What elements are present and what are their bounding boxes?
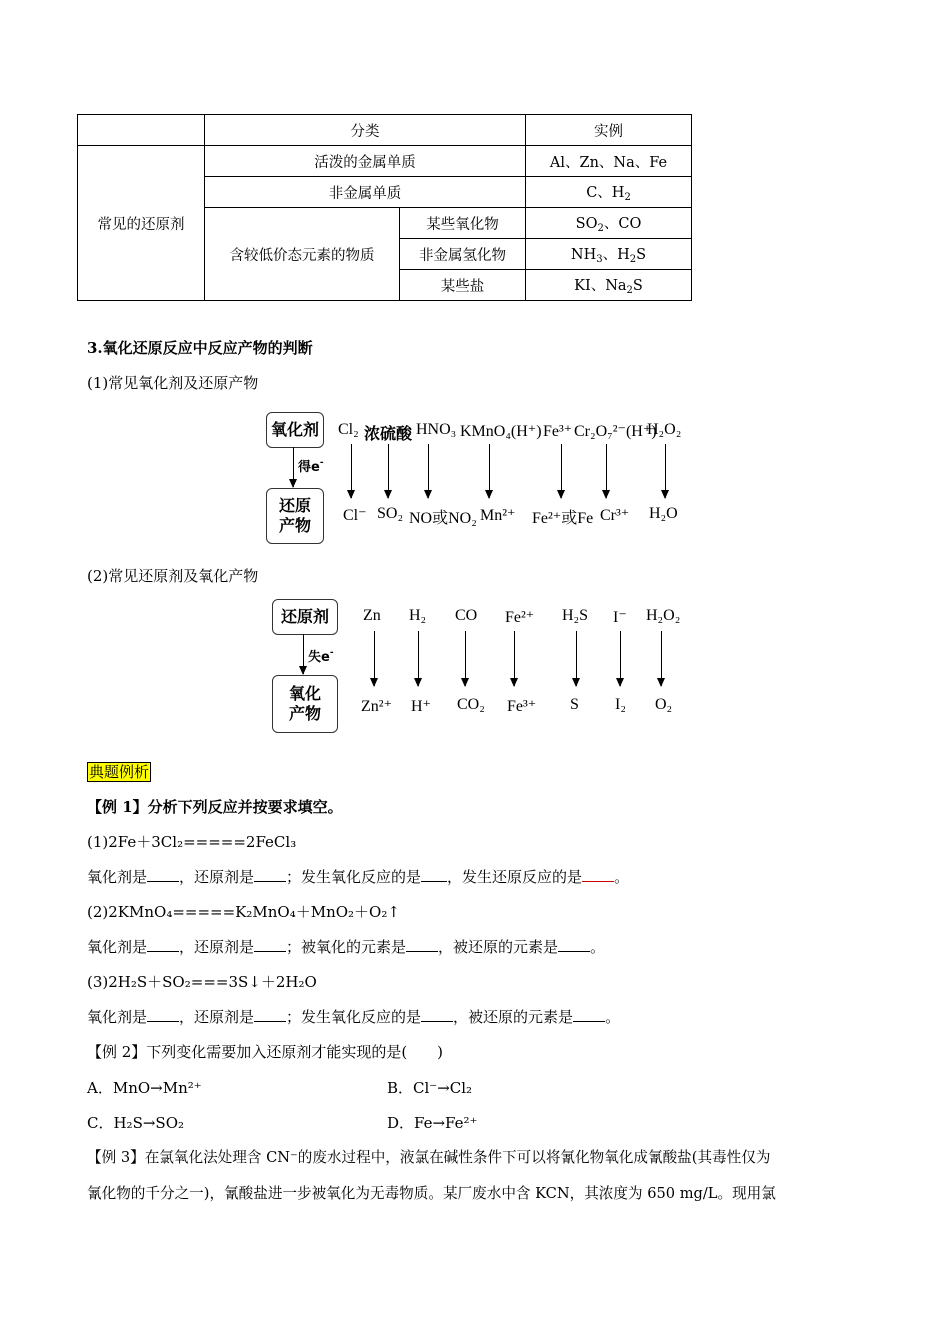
diagram-bottom-item: O₂ bbox=[655, 696, 673, 713]
reduction-product-box: 还原 产物 bbox=[266, 488, 324, 544]
table-cell: 活泼的金属单质 bbox=[205, 146, 526, 177]
diagram-bottom-item: Mn²⁺ bbox=[480, 507, 516, 524]
table-cell: Al、Zn、Na、Fe bbox=[526, 146, 692, 177]
table-header-category: 分类 bbox=[205, 115, 526, 146]
reducing-agent-table bbox=[77, 114, 692, 301]
table-header-example: 实例 bbox=[526, 115, 692, 146]
reductant-box: 还原剂 bbox=[272, 599, 338, 635]
table-cell: 非金属氢化物 bbox=[400, 239, 526, 270]
down-arrow-icon bbox=[665, 444, 666, 498]
down-arrow-icon bbox=[428, 444, 429, 498]
down-arrow-icon bbox=[303, 634, 304, 674]
diagram-bottom-item: NO或NO₂ bbox=[409, 510, 477, 527]
diagram-bottom-item: Fe²⁺或Fe bbox=[532, 510, 594, 527]
diagram-top-item: H₂ bbox=[409, 607, 427, 624]
section-title: 3.氧化还原反应中反应产物的判断 bbox=[87, 339, 313, 357]
example1-q3: (3)2H₂S＋SO₂===3S↓＋2H₂O bbox=[87, 973, 317, 991]
oxidant-box: 氧化剂 bbox=[266, 412, 324, 448]
diagram-top-item: KMnO₄(H⁺) bbox=[460, 423, 542, 440]
diagram-bottom-item: H⁺ bbox=[411, 698, 431, 715]
diagram-top-item: H₂O₂ bbox=[647, 421, 682, 438]
gain-electron-label: 得e- bbox=[298, 458, 324, 475]
down-arrow-icon bbox=[620, 631, 621, 686]
down-arrow-icon bbox=[388, 444, 389, 498]
down-arrow-icon bbox=[576, 631, 577, 686]
down-arrow-icon bbox=[351, 444, 352, 498]
diagram-top-item: Zn bbox=[363, 607, 381, 624]
diagram-top-item: I⁻ bbox=[613, 609, 627, 626]
table-cell: $SO_2$、CO bbox=[526, 208, 692, 239]
table-cell-subgroup: 含较低价态元素的物质 bbox=[205, 208, 400, 301]
example2-title: 【例 2】下列变化需要加入还原剂才能实现的是( ) bbox=[87, 1043, 444, 1061]
diagram-top-item: HNO₃ bbox=[416, 421, 457, 438]
diagram-bottom-item: I₂ bbox=[615, 696, 626, 713]
diagram-bottom-item: Fe³⁺ bbox=[507, 698, 537, 715]
example1-q2-blanks: 氧化剂是 ，还原剂是 ；被氧化的元素是 ，被还原的元素是 。 bbox=[87, 938, 606, 956]
diagram-bottom-item: Zn²⁺ bbox=[361, 698, 393, 715]
table-header-empty bbox=[78, 115, 205, 146]
example1-q1: (1)2Fe＋3Cl₂=====2FeCl₃ bbox=[87, 833, 297, 851]
example1-q3-blanks: 氧化剂是 ，还原剂是 ；发生氧化反应的是 ，被还原的元素是 。 bbox=[87, 1008, 621, 1026]
down-arrow-icon bbox=[374, 631, 375, 686]
lose-electron-label: 失e- bbox=[308, 648, 334, 665]
diagram-bottom-item: H₂O bbox=[649, 505, 678, 522]
example3-line-1: 【例 3】在氯氧化法处理含 CN⁻的废水过程中，液氯在碱性条件下可以将氰化物氧化成氰酸盐(其毒性仅为 bbox=[87, 1149, 771, 1166]
oxidation-product-box: 氧化 产物 bbox=[272, 675, 338, 733]
diagram-bottom-item: Cr³⁺ bbox=[600, 507, 630, 524]
diagram-bottom-item: Cl⁻ bbox=[343, 507, 367, 524]
diagram-top-item: Fe³⁺ bbox=[543, 423, 573, 440]
example1-q1-blanks: 氧化剂是 ，还原剂是 ；发生氧化反应的是 ，发生还原反应的是 。 bbox=[87, 868, 630, 886]
down-arrow-icon bbox=[661, 631, 662, 686]
table-row-group: 常见的还原剂 bbox=[78, 146, 205, 301]
table-cell: C、$H_2$ bbox=[526, 177, 692, 208]
diagram-top-item: H₂S bbox=[562, 607, 589, 624]
down-arrow-icon bbox=[489, 444, 490, 498]
diagram-top-item: CO bbox=[455, 607, 478, 624]
diagram-bottom-item: S bbox=[570, 696, 579, 713]
example1-title: 【例 1】分析下列反应并按要求填空。 bbox=[87, 798, 343, 816]
example-tag: 典题例析 bbox=[89, 763, 150, 781]
table-cell: 非金属单质 bbox=[205, 177, 526, 208]
option-d: D．Fe→Fe²⁺ bbox=[387, 1114, 478, 1132]
table-cell: 某些盐 bbox=[400, 270, 526, 301]
subsection-title-1: (1)常见氧化剂及还原产物 bbox=[87, 374, 259, 392]
option-c: C．H₂S→SO₂ bbox=[87, 1114, 185, 1132]
down-arrow-icon bbox=[606, 444, 607, 498]
down-arrow-icon bbox=[418, 631, 419, 686]
diagram-top-item: Cl₂ bbox=[338, 421, 359, 438]
subsection-title-2: (2)常见还原剂及氧化产物 bbox=[87, 567, 259, 585]
down-arrow-icon bbox=[465, 631, 466, 686]
option-a: A．MnO→Mn²⁺ bbox=[87, 1079, 202, 1097]
down-arrow-icon bbox=[561, 444, 562, 498]
diagram-top-item: Fe²⁺ bbox=[505, 609, 535, 626]
example3-line-2: 氰化物的千分之一)，氰酸盐进一步被氧化为无毒物质。某厂废水中含 KCN，其浓度为 650 mg/L。现用氯 bbox=[87, 1185, 776, 1202]
diagram-top-item: 浓硫酸 bbox=[364, 424, 413, 443]
option-b: B．Cl⁻→Cl₂ bbox=[387, 1079, 473, 1097]
diagram-top-item: H₂O₂ bbox=[646, 607, 681, 624]
diagram-bottom-item: SO₂ bbox=[377, 505, 404, 522]
table-cell: $NH_3$、$H_2S$ bbox=[526, 239, 692, 270]
down-arrow-icon bbox=[293, 447, 294, 487]
example1-q2: (2)2KMnO₄=====K₂MnO₄＋MnO₂＋O₂↑ bbox=[87, 903, 400, 921]
down-arrow-icon bbox=[514, 631, 515, 686]
diagram-top-item: Cr₂O₇²⁻(H⁺) bbox=[574, 423, 657, 440]
diagram-bottom-item: CO₂ bbox=[457, 696, 485, 713]
table-cell: 某些氧化物 bbox=[400, 208, 526, 239]
table-cell: KI、$Na_2S$ bbox=[526, 270, 692, 301]
